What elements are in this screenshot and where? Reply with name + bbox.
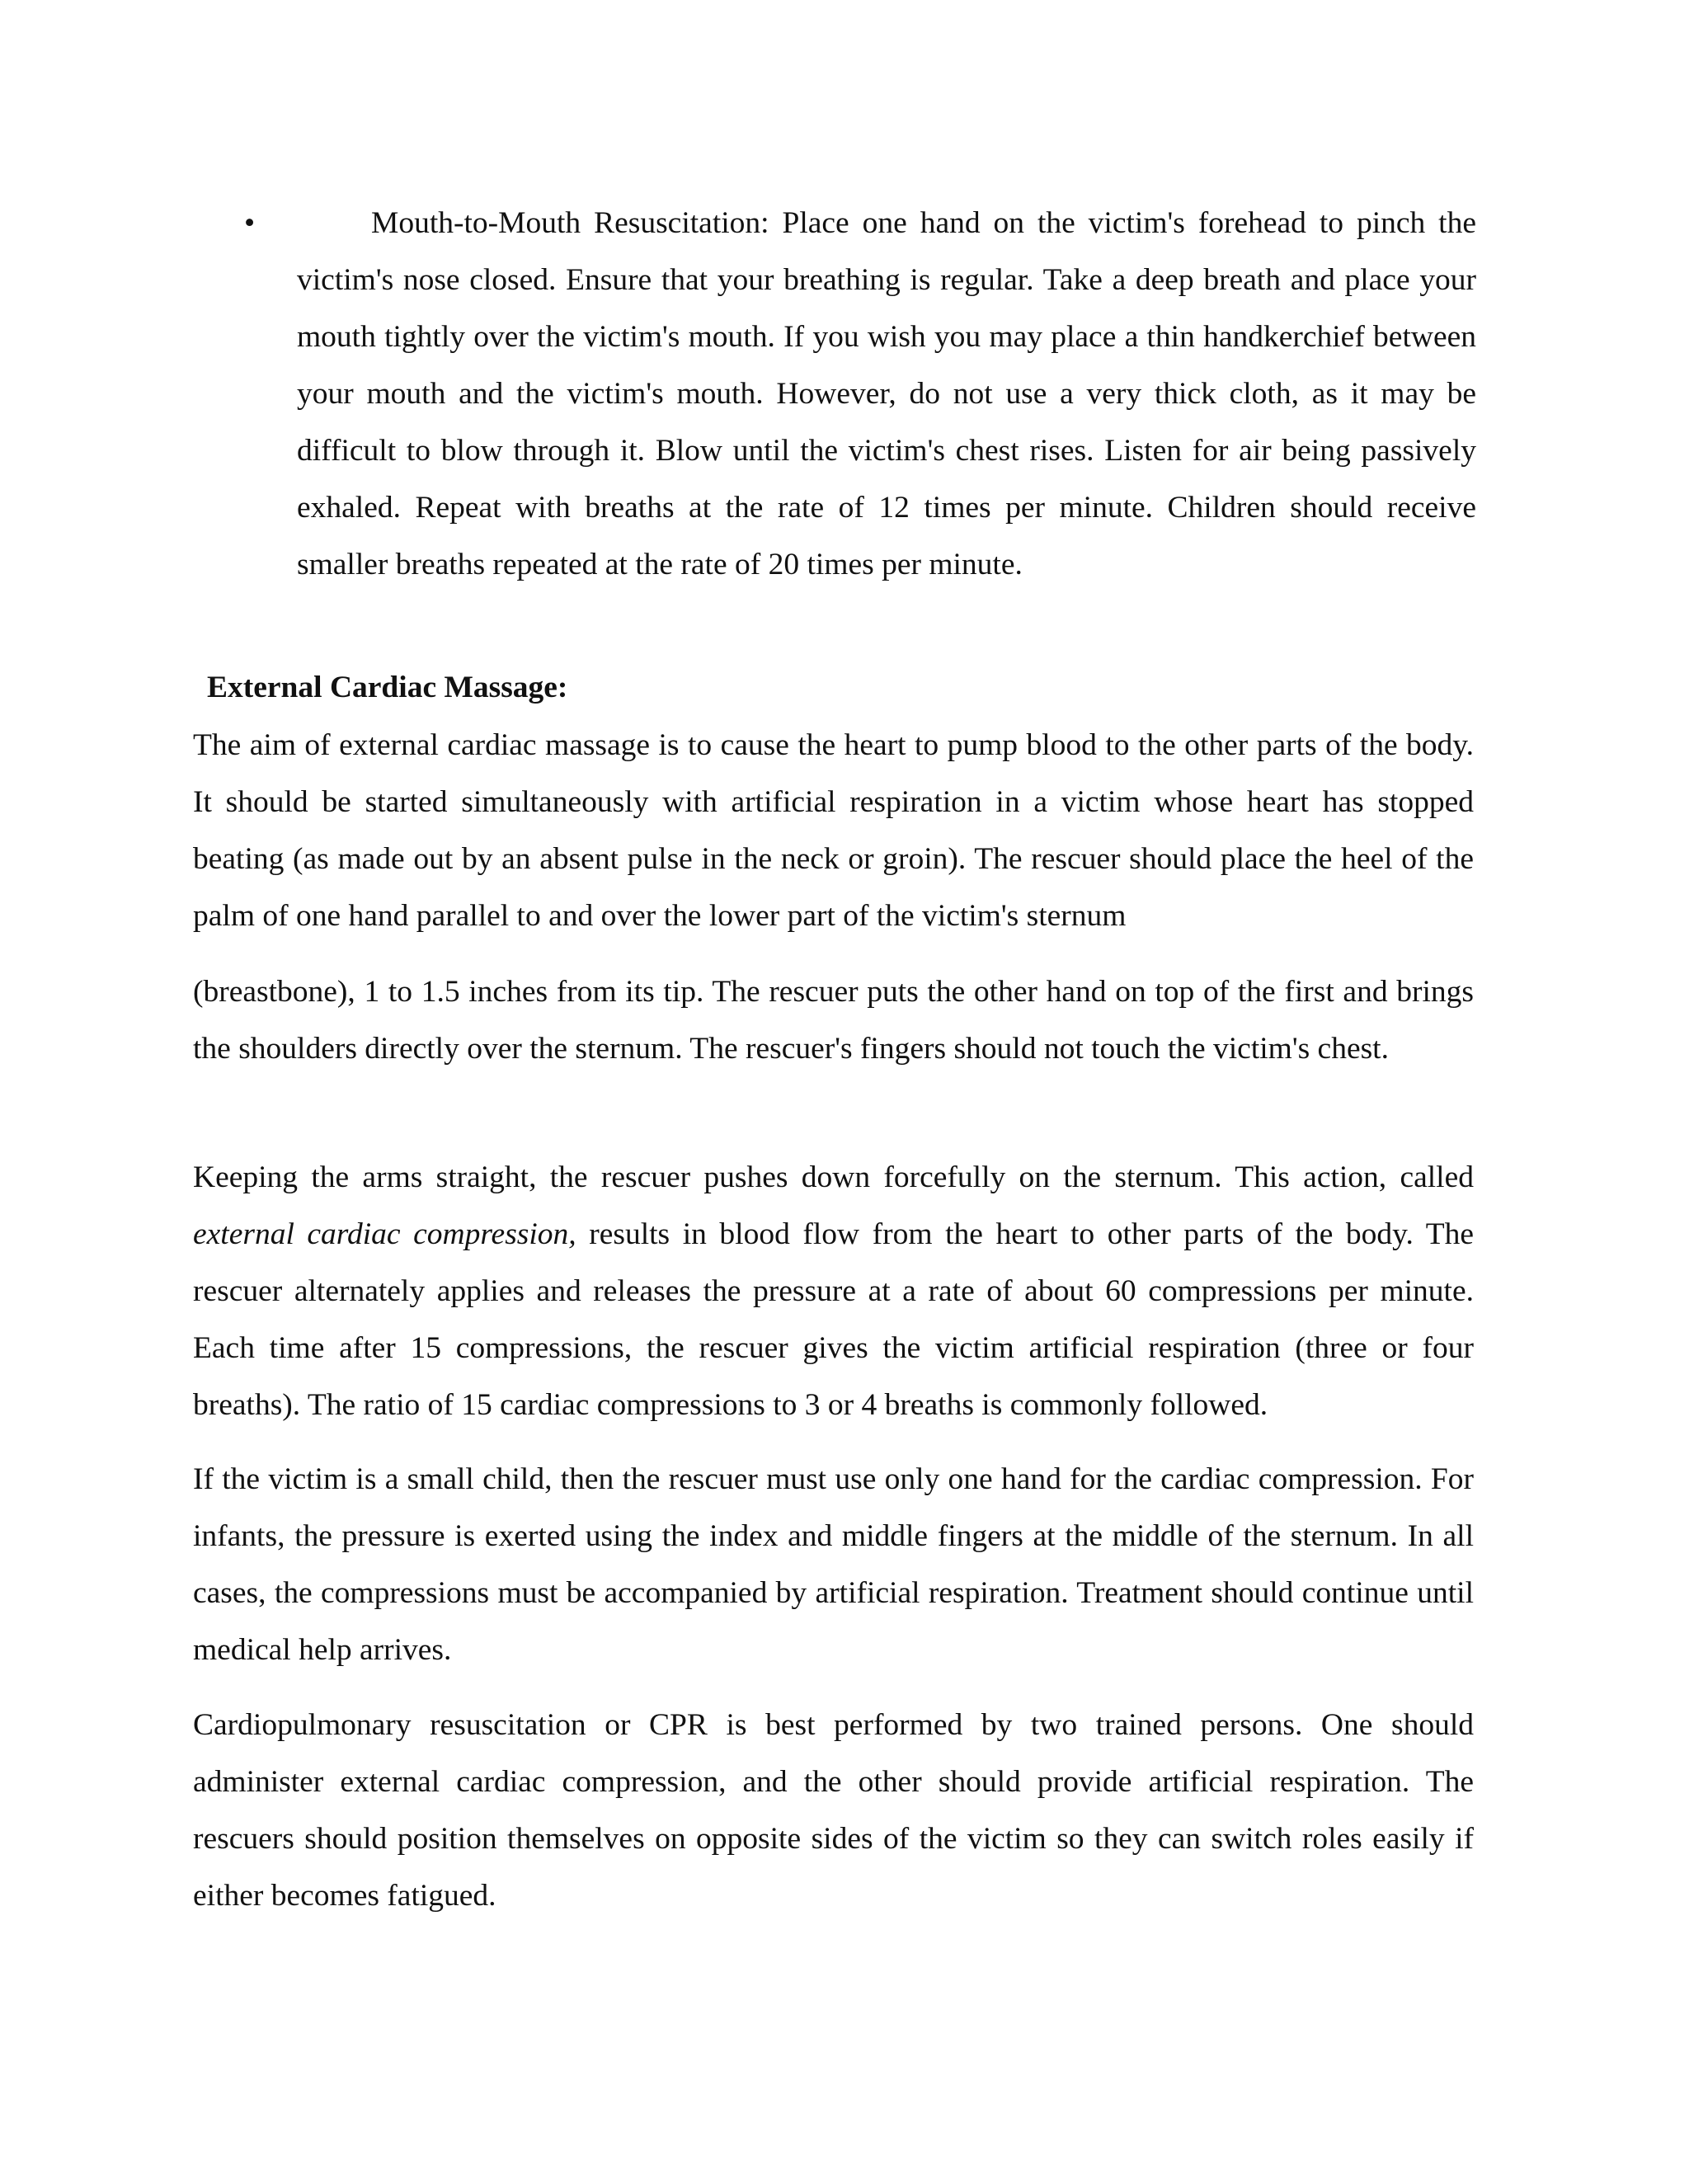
bullet-symbol: • xyxy=(244,206,256,240)
paragraph-compression-end: results in blood flow from the heart to other parts of the body. The rescuer alternately applies and releases the pressure at a rate of about 60 compressions per minute. Each time after 15 compressions, the rescuer gives the victim artificial respiration (three or four breaths). The ratio of 15 cardiac compressions to 3 or 4 breaths is commonly followed. xyxy=(193,1217,1474,1422)
paragraph-compression-start: Keeping the arms straight, the rescuer pushes down forcefully on the sternum. This action, called xyxy=(193,1160,1474,1194)
section-heading: External Cardiac Massage: xyxy=(207,671,568,704)
paragraph-child-infant: If the victim is a small child, then the rescuer must use only one hand for the cardiac compression. For infants, the pressure is exerted using the index and middle fingers at the middle of the sternum. In all cases, the compressions must be accompanied by artificial respiration. Treatment should continue until medical help arrives. xyxy=(193,1462,1474,1667)
bullet-text: Mouth-to-Mouth Resuscitation: Place one hand on the victim's forehead to pinch the victim's nose closed. Ensure that your breathing is regular. Take a deep breath and place your mouth tightly over the victim's mouth. If you wish you may place a thin handkerchief between your mouth and the victim's mouth. However, do not use a very thick cloth, as it may be difficult to blow through it. Blow until the victim's chest rises. Listen for air being passively exhaled. Repeat with breaths at the rate of 12 times per minute. Children should receive smaller breaths repeated at the rate of 20 times per minute. xyxy=(297,206,1476,581)
paragraph-compression xyxy=(193,1149,1474,1433)
bullet-list-item xyxy=(244,195,1476,593)
paragraph-compression-italic-term: external cardiac compression, xyxy=(193,1217,576,1251)
paragraph-aim: The aim of external cardiac massage is to cause the heart to pump blood to the other parts of the body. It should be started simultaneously with artificial respiration in a victim whose heart has stopped beating (as made out by an absent pulse in the neck or groin). The rescuer should place the heel of the palm of one hand parallel to and over the lower part of the victim's sternum xyxy=(193,728,1474,933)
paragraph-cpr: Cardiopulmonary resuscitation or CPR is best performed by two trained persons. One should administer external cardiac compression, and the other should provide artificial respiration. The rescuers should position themselves on opposite sides of the victim so they can switch roles easily if either becomes fatigued. xyxy=(193,1708,1474,1913)
paragraph-hand-placement: (breastbone), 1 to 1.5 inches from its tip. The rescuer puts the other hand on top of the first and brings the shoulders directly over the sternum. The rescuer's fingers should not touch the victim's chest. xyxy=(193,975,1474,1066)
